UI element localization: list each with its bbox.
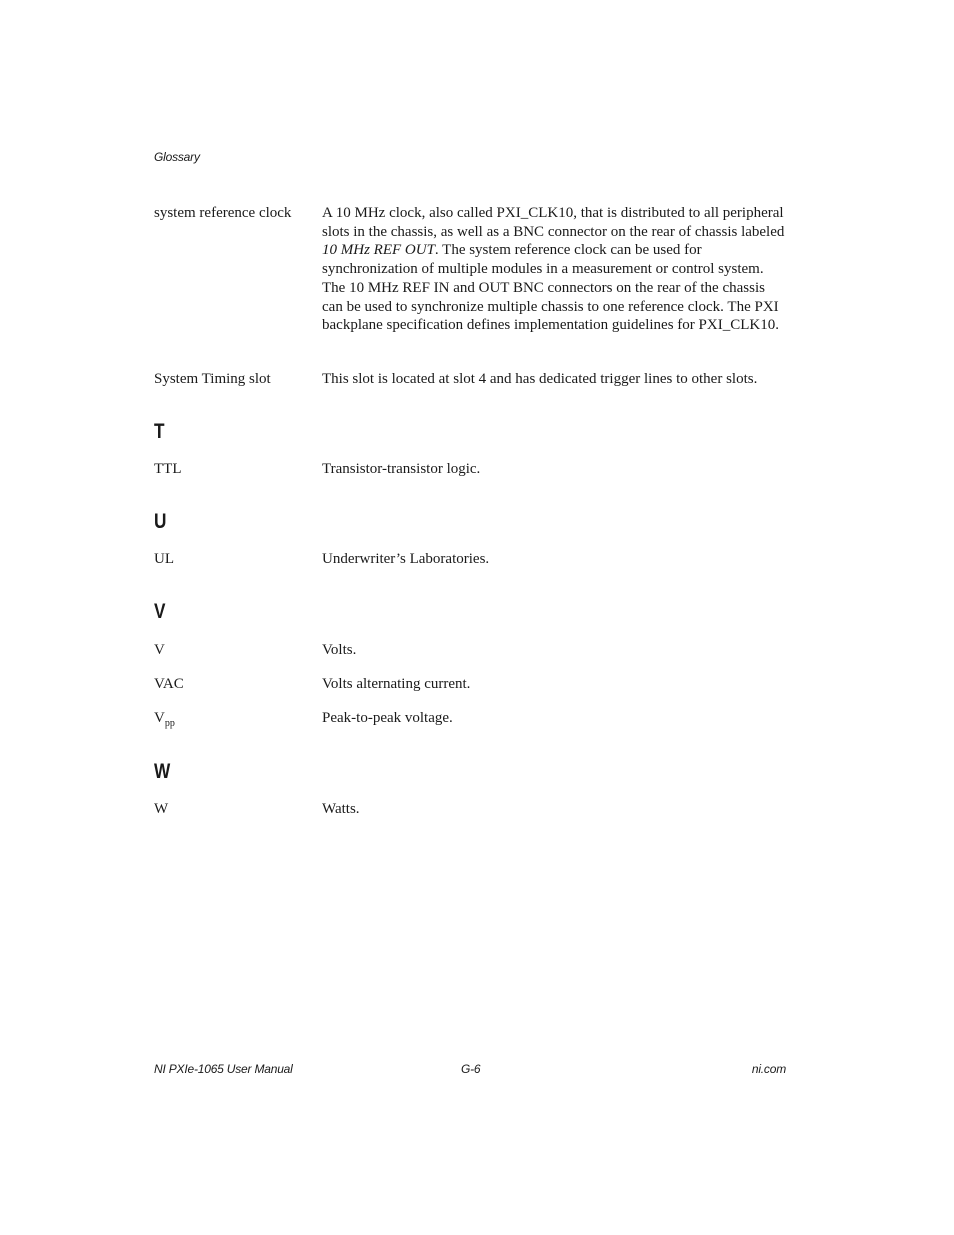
glossary-term: TTL [154,461,182,477]
glossary-term: VAC [154,676,184,692]
section-letter-u: U [154,510,167,533]
definition-italic-label: 10 MHz REF OUT [322,242,435,259]
running-header: Glossary [154,150,200,164]
glossary-definition: Watts. [322,801,360,817]
section-letter-v: V [154,600,166,623]
section-letter-t: T [154,420,165,443]
glossary-definition: Volts alternating current. [322,676,471,692]
glossary-term: V [154,642,165,658]
glossary-definition: Volts. [322,642,357,658]
term-base: V [154,710,165,726]
glossary-definition: Underwriter’s Laboratories. [322,551,490,567]
glossary-definition [322,204,788,335]
glossary-term: System Timing slot [154,371,271,387]
definition-text: . The system reference clock can be used for synchronization of multiple modules in a measurement or control system. The 10 MHz REF IN and OUT BNC connectors on the rear of the chassis can be used to synchronize multiple chassis to one reference clock. The PXI backplane specification defines implementation guidelines for PXI_CLK10. [322,242,779,334]
glossary-definition: Peak-to-peak voltage. [322,710,453,726]
footer-page-number: G-6 [461,1062,481,1076]
glossary-term [154,709,304,728]
glossary-term: W [154,801,169,817]
footer-website: ni.com [751,1062,786,1076]
glossary-term: UL [154,551,174,567]
footer-manual-title: NI PXIe-1065 User Manual [154,1062,293,1076]
glossary-definition: This slot is located at slot 4 and has dedicated trigger lines to other slots. [322,371,758,387]
glossary-term: system reference clock [154,205,292,221]
section-letter-w: W [154,760,171,783]
term-subscript: pp [164,718,175,729]
glossary-definition: Transistor-transistor logic. [322,461,481,477]
definition-text: A 10 MHz clock, also called PXI_CLK10, that is distributed to all peripheral slots in the chassis, as well as a BNC connector on the rear of chassis labeled [322,205,785,240]
